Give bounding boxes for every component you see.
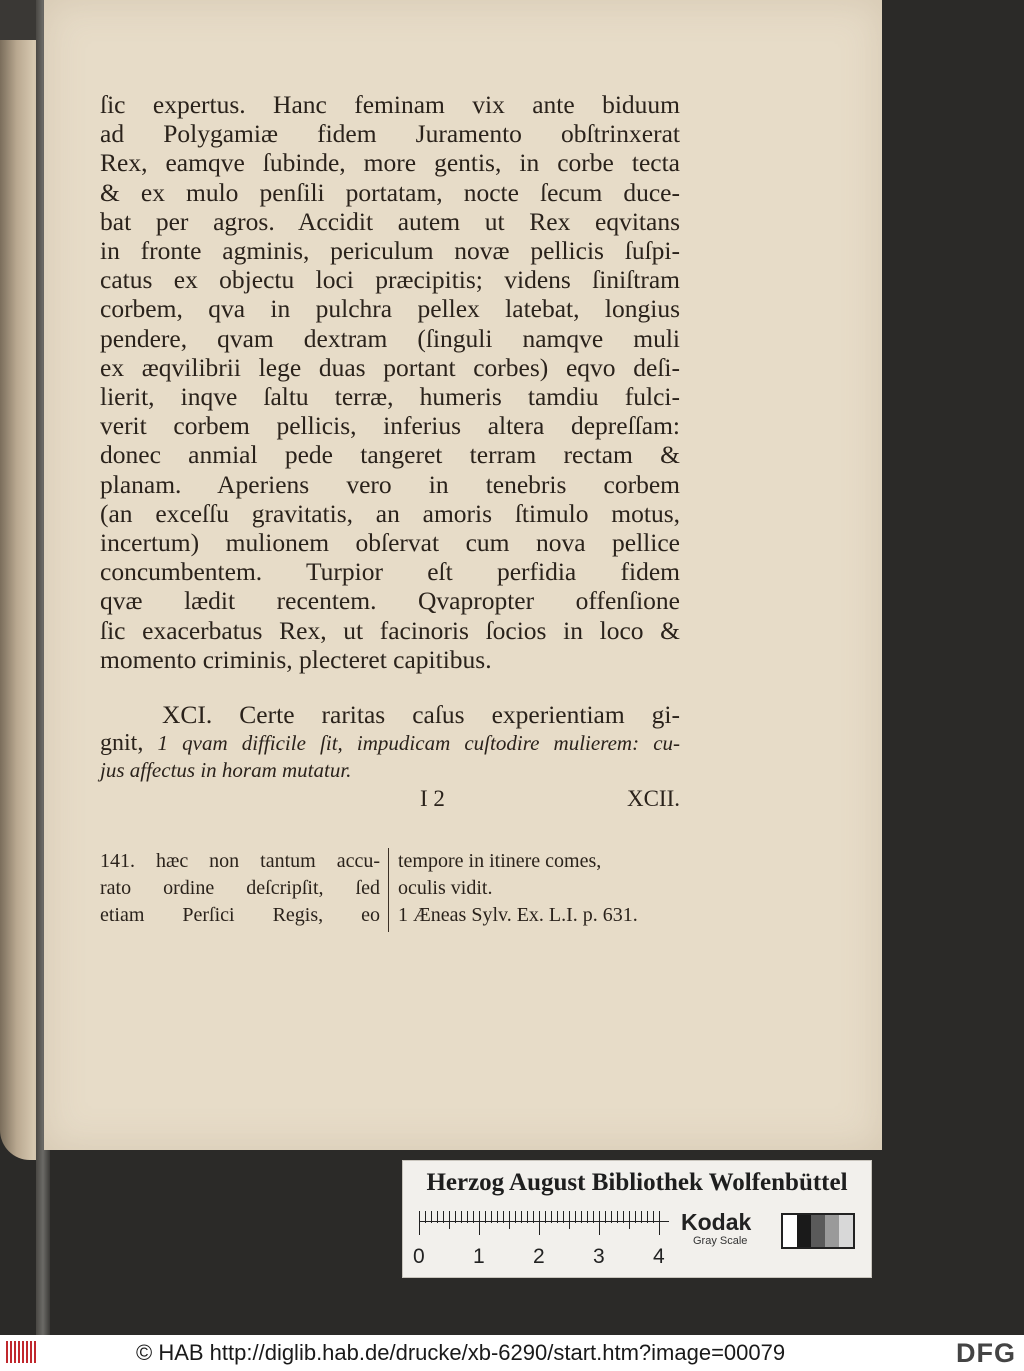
institution-name: Herzog August Bibliothek Wolfenbüttel — [426, 1169, 848, 1196]
footer-bar — [0, 1335, 1024, 1371]
ruler-tick — [461, 1211, 462, 1223]
ruler-tick — [485, 1211, 486, 1223]
ruler-tick — [587, 1211, 588, 1223]
section-line2-start: gnit, — [100, 730, 144, 756]
section-line1-text: Certe raritas caſus experientiam gi- — [239, 700, 681, 729]
ruler-number: 4 — [653, 1245, 665, 1268]
text-line: pendere, qvam dextram (ſinguli namqve muli — [100, 323, 680, 353]
footnote-line: tempore in itinere comes, — [398, 850, 602, 872]
footnote-line: etiam Perſici Regis, eo — [100, 904, 380, 926]
ruler-tick — [455, 1211, 456, 1223]
ruler-tick — [509, 1211, 510, 1229]
ruler-number: 2 — [533, 1245, 545, 1268]
ruler-tick — [467, 1211, 468, 1223]
ruler-number: 3 — [593, 1245, 605, 1268]
text-line: incertum) mulionem obſervat cum nova pellice — [100, 528, 680, 558]
ruler-tick — [617, 1211, 618, 1223]
text-line: & ex mulo penſili portatam, nocte ſecum duce- — [100, 177, 680, 207]
ruler-tick — [431, 1211, 432, 1223]
gray-swatches — [781, 1213, 855, 1249]
text-line: ſic expertus. Hanc feminam vix ante biduum — [100, 90, 680, 119]
section-numeral: XCI. — [162, 700, 213, 729]
ruler-tick — [443, 1211, 444, 1223]
ruler-tick — [599, 1211, 600, 1235]
main-text-block — [100, 90, 680, 674]
footnote-column-left — [100, 848, 380, 929]
text-line: in fronte agminis, periculum novæ pellicis ſuſpi- — [100, 236, 680, 266]
footnote-column-right — [398, 848, 680, 929]
column-divider — [388, 848, 389, 932]
ruler-tick — [425, 1211, 426, 1223]
section-second-line — [100, 730, 680, 757]
gray-swatch — [839, 1215, 853, 1247]
catchword: XCII. — [626, 786, 680, 811]
footnote-line: 1 Æneas Sylv. Ex. L.I. p. 631. — [398, 904, 638, 926]
ruler-number: 0 — [413, 1245, 425, 1268]
text-line: verit corbem pellicis, inferius altera depreſſam: — [100, 411, 680, 441]
footnote-line: oculis vidit. — [398, 877, 493, 899]
ruler-tick — [623, 1211, 624, 1223]
ruler-tick — [551, 1211, 552, 1223]
section-third-line: jus affectus in horam mutatur. — [100, 758, 352, 782]
ruler-tick — [647, 1211, 648, 1223]
footnote-line: 141. hæc non tantum accu- — [100, 850, 380, 872]
ruler-tick — [641, 1211, 642, 1223]
ruler-tick — [473, 1211, 474, 1223]
ruler-tick — [497, 1211, 498, 1223]
ruler-tick — [521, 1211, 522, 1223]
text-line: qvæ lædit recentem. Qvapropter offenſione — [100, 586, 680, 616]
ruler-tick — [419, 1211, 420, 1235]
section-first-line — [100, 700, 680, 730]
dfg-logo: DFG — [956, 1338, 1016, 1368]
ruler-number: 1 — [473, 1245, 485, 1268]
book-page — [44, 0, 882, 1150]
ruler-tick — [575, 1211, 576, 1223]
ruler-tick — [563, 1211, 564, 1223]
ruler-baseline — [419, 1221, 669, 1222]
ruler-tick — [533, 1211, 534, 1223]
ruler-tick — [491, 1211, 492, 1223]
ruler-numbers — [413, 1245, 673, 1271]
ruler-tick — [557, 1211, 558, 1223]
ruler-scale — [419, 1211, 669, 1235]
text-line: (an exceſſu gravitatis, an amoris ſtimulo motus, — [100, 498, 680, 528]
left-page-corner — [0, 0, 40, 40]
text-line: ex æqvilibrii lege duas portant corbes) eqvo deſi- — [100, 352, 680, 382]
section-xci — [100, 700, 680, 784]
ruler-tick — [581, 1211, 582, 1223]
barcode-icon — [6, 1341, 38, 1363]
footnote-line: rato ordine deſcripſit, ſed — [100, 877, 380, 899]
gray-swatch — [825, 1215, 839, 1247]
ruler-tick — [545, 1211, 546, 1223]
ruler-tick — [503, 1211, 504, 1223]
ruler-tick — [635, 1211, 636, 1223]
text-line: ad Polygamiæ fidem Juramento obſtrinxerat — [100, 119, 680, 149]
text-line: lierit, inqve ſaltu terræ, humeris tamdiu fulci- — [100, 382, 680, 412]
text-line: concumbentem. Turpior eſt perfidia fidem — [100, 557, 680, 587]
ruler-tick — [515, 1211, 516, 1223]
text-line: donec anmial pede tangeret terram rectam & — [100, 440, 680, 470]
ruler-tick — [605, 1211, 606, 1223]
ruler-tick — [659, 1211, 660, 1235]
ruler-tick — [569, 1211, 570, 1229]
footnote-ref: 1 — [157, 731, 168, 755]
text-line: momento criminis, plecteret capitibus. — [100, 644, 492, 674]
gray-swatch — [811, 1215, 825, 1247]
ruler-tick — [449, 1211, 450, 1229]
ruler-tick — [629, 1211, 630, 1229]
gray-swatch — [797, 1215, 811, 1247]
text-line: ſic exacerbatus Rex, ut facinoris ſocios in loco & — [100, 615, 680, 645]
library-scale-label — [402, 1160, 872, 1278]
page-foot — [100, 786, 680, 816]
credit-link[interactable]: © HAB http://diglib.hab.de/drucke/xb-6290/start.htm?image=00079 — [136, 1340, 786, 1365]
text-line: corbem, qva in pulchra pellex latebat, longius — [100, 294, 680, 324]
kodak-brand: Kodak — [681, 1209, 752, 1235]
ruler-tick — [539, 1211, 540, 1235]
text-line: planam. Aperiens vero in tenebris corbem — [100, 469, 680, 499]
ruler-tick — [527, 1211, 528, 1223]
ruler-tick — [479, 1211, 480, 1235]
ruler-tick — [593, 1211, 594, 1223]
signature-mark: I 2 — [420, 786, 445, 811]
ruler-tick — [653, 1211, 654, 1223]
ruler-tick — [437, 1211, 438, 1223]
ruler-tick — [611, 1211, 612, 1223]
section-line2-text: qvam difficile ſit, impudicam cuſtodire mulierem: cu- — [182, 731, 681, 755]
text-line: Rex, eamqve ſubinde, more gentis, in corbe tecta — [100, 148, 680, 178]
text-line: bat per agros. Accidit autem ut Rex eqvitans — [100, 206, 680, 236]
gray-swatch — [783, 1215, 797, 1247]
gray-scale-caption: Gray Scale — [693, 1235, 748, 1247]
text-line: catus ex objectu loci præcipitis; videns ſiniſtram — [100, 265, 680, 295]
